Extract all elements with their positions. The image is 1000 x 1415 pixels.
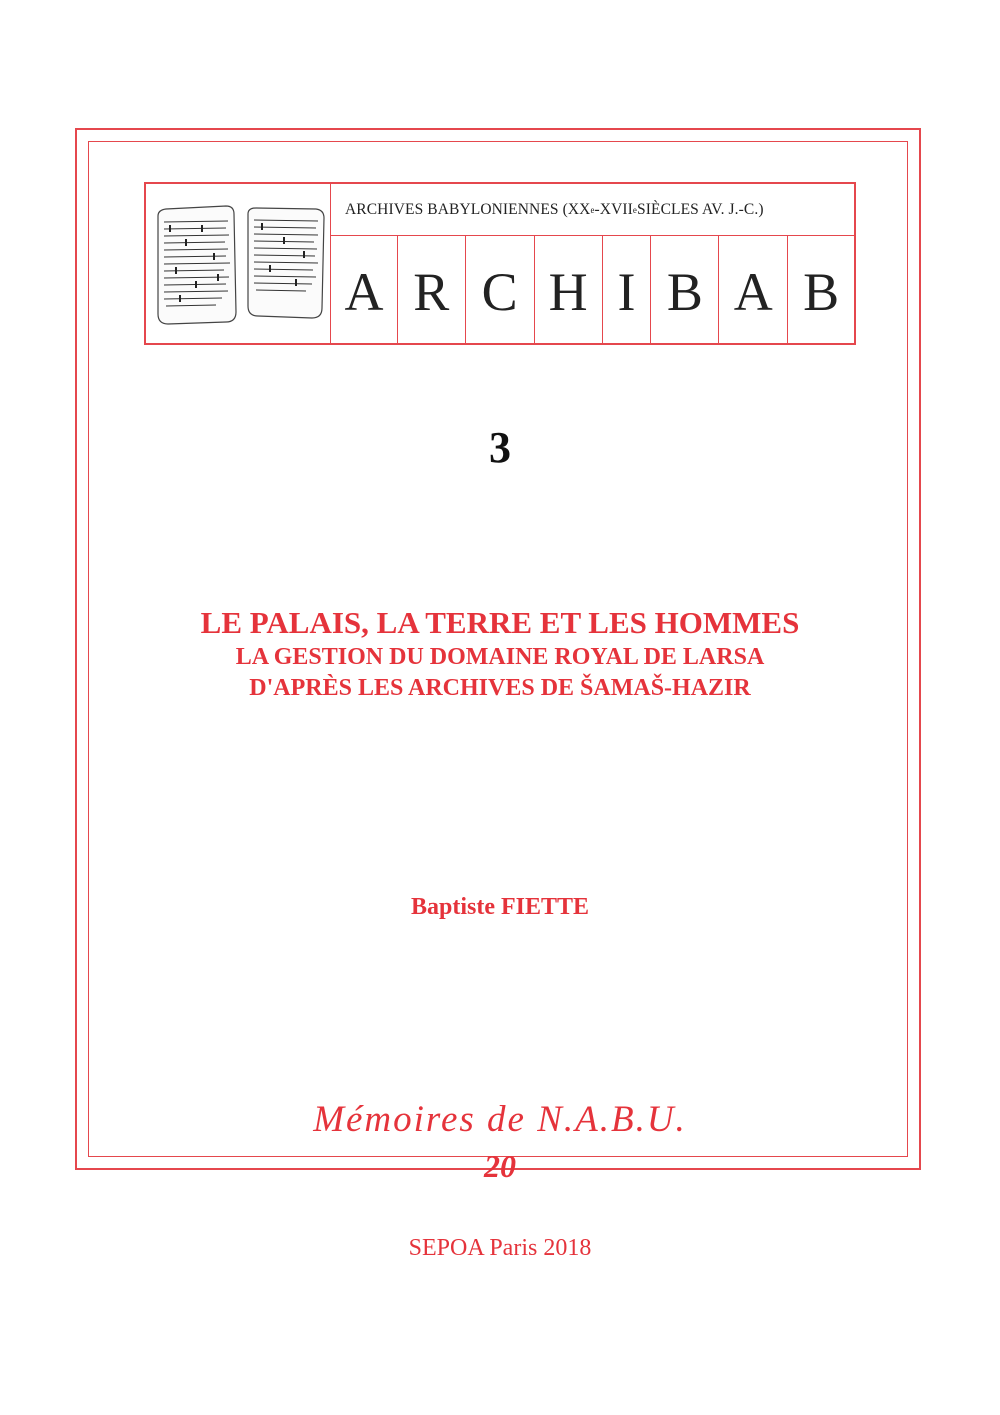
- series-title-part: SIÈCLES AV. J.-C.): [637, 200, 764, 218]
- collection-number: 20: [484, 1148, 516, 1184]
- author-name: Baptiste FIETTE: [410, 894, 590, 920]
- volume-number: 3: [489, 423, 511, 472]
- series-right-panel: [330, 184, 854, 343]
- series-letter: A: [719, 236, 788, 343]
- series-letter: A: [331, 236, 398, 343]
- collection-name: Mémoires de N.A.B.U.: [313, 1099, 687, 1140]
- series-header: [144, 182, 856, 345]
- series-title: [331, 184, 854, 236]
- title-line-1: LE PALAIS, LA TERRE ET LES HOMMES: [200, 605, 800, 640]
- series-title-sup: e: [590, 204, 595, 215]
- book-title: [0, 604, 1000, 704]
- series-letter: C: [466, 236, 535, 343]
- series-letter: B: [651, 236, 719, 343]
- cuneiform-tablet-icon: [146, 184, 330, 343]
- series-title-part: ARCHIVES BABYLONIENNES (XX: [345, 200, 591, 218]
- series-title-sup: e: [632, 204, 638, 215]
- series-letter: I: [603, 236, 652, 343]
- series-letter: H: [535, 236, 603, 343]
- series-title-part: -XVII: [594, 200, 633, 218]
- series-letters: [331, 236, 854, 343]
- series-letter: R: [398, 236, 466, 343]
- publisher-line: SEPOA Paris 2018: [408, 1235, 592, 1261]
- series-letter: B: [803, 261, 840, 322]
- title-line-2: LA GESTION DU DOMAINE ROYAL DE LARSA: [235, 644, 765, 670]
- title-line-3: D'APRÈS LES ARCHIVES DE ŠAMAŠ-HAZIR: [249, 675, 751, 701]
